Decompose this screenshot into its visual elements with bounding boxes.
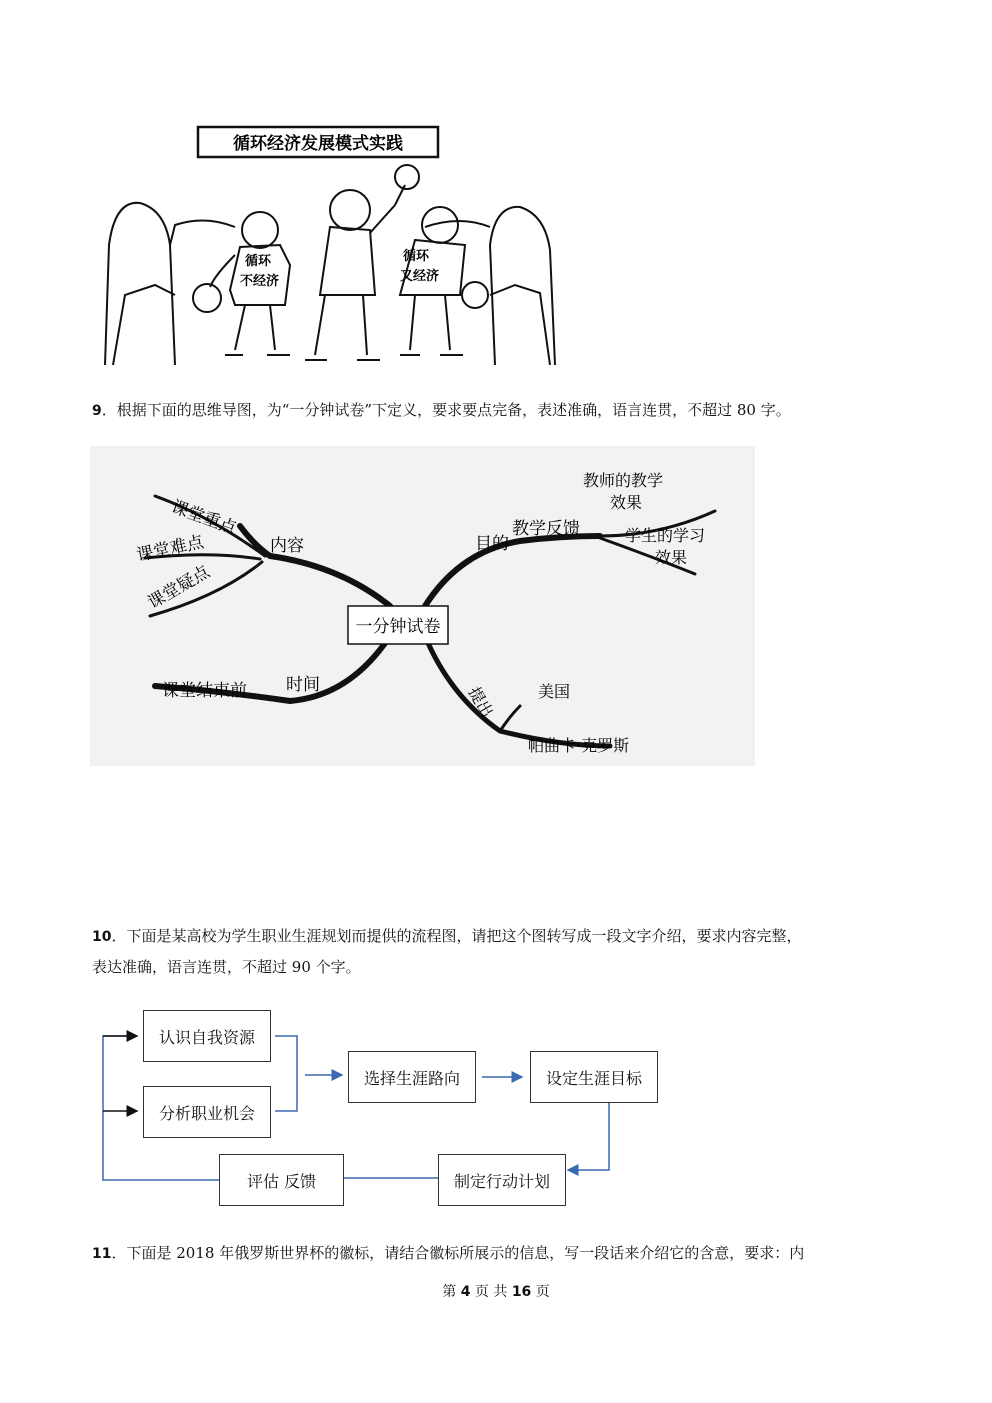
student-effect-1: 学生的学习 xyxy=(625,526,706,545)
question-11-number: 11 xyxy=(92,1246,112,1262)
teacher-effect-1: 教师的教学 xyxy=(583,471,664,490)
purpose-label: 目的 xyxy=(475,534,509,554)
student-effect-2: 效果 xyxy=(655,548,688,567)
teacher-effect-2: 效果 xyxy=(610,493,643,512)
content-item-1: 课堂重点 xyxy=(168,496,240,539)
propose-label: 提出 xyxy=(464,683,497,721)
current-page: 4 xyxy=(460,1284,471,1300)
question-11-text: ．下面是 2018 年俄罗斯世界杯的徽标，请结合徽标所展示的信息，写一段话来介绍它的含意，要求：内 xyxy=(111,1244,805,1262)
question-10-number: 10 xyxy=(92,929,112,945)
left-shirt-line1: 循环 xyxy=(245,254,272,269)
right-shirt-line2: 又经济 xyxy=(400,269,440,284)
country: 美国 xyxy=(538,682,571,701)
flow-box-goal: 设定生涯目标 xyxy=(530,1051,658,1103)
question-11 xyxy=(92,1238,912,1269)
question-10-line1: 10．下面是某高校为学生职业生涯规划而提供的流程图，请把这个图转写成一段文字介绍，要求内容完整， xyxy=(92,927,802,945)
flow-box-plan: 制定行动计划 xyxy=(438,1154,566,1206)
time-label: 时间 xyxy=(286,675,320,695)
time-item: 课堂结束前 xyxy=(162,681,247,701)
right-shirt-line1: 循环 xyxy=(403,249,430,264)
feedback-label: 教学反馈 xyxy=(512,519,580,539)
mind-map-center: 一分钟试卷 xyxy=(355,617,441,637)
flow-box-eval: 评估 反馈 xyxy=(219,1154,344,1206)
flow-box-path: 选择生涯路向 xyxy=(348,1051,476,1103)
cartoon-sign-text: 循环经济发展模式实践 xyxy=(233,134,403,154)
page-footer: 第 4 页 共 16 页 xyxy=(442,1284,550,1300)
question-10-line2: 表达准确，语言连贯，不超过 90 个字。 xyxy=(92,958,361,976)
left-shirt-line2: 不经济 xyxy=(240,274,280,289)
flow-box-job: 分析职业机会 xyxy=(143,1086,271,1138)
flow-box-self: 认识自我资源 xyxy=(143,1010,271,1062)
content-label: 内容 xyxy=(270,536,304,556)
content-item-3: 课堂疑点 xyxy=(144,562,214,614)
total-pages: 16 xyxy=(511,1284,532,1300)
question-9-number: 9 xyxy=(92,403,102,419)
question-9-text: ．根据下面的思维导图，为“一分钟试卷”下定义，要求要点完备，表述准确，语言连贯，不超过 80 字。 xyxy=(101,401,791,419)
content-item-2: 课堂难点 xyxy=(134,532,206,566)
person: 帕曲卡·克罗斯 xyxy=(528,736,630,755)
